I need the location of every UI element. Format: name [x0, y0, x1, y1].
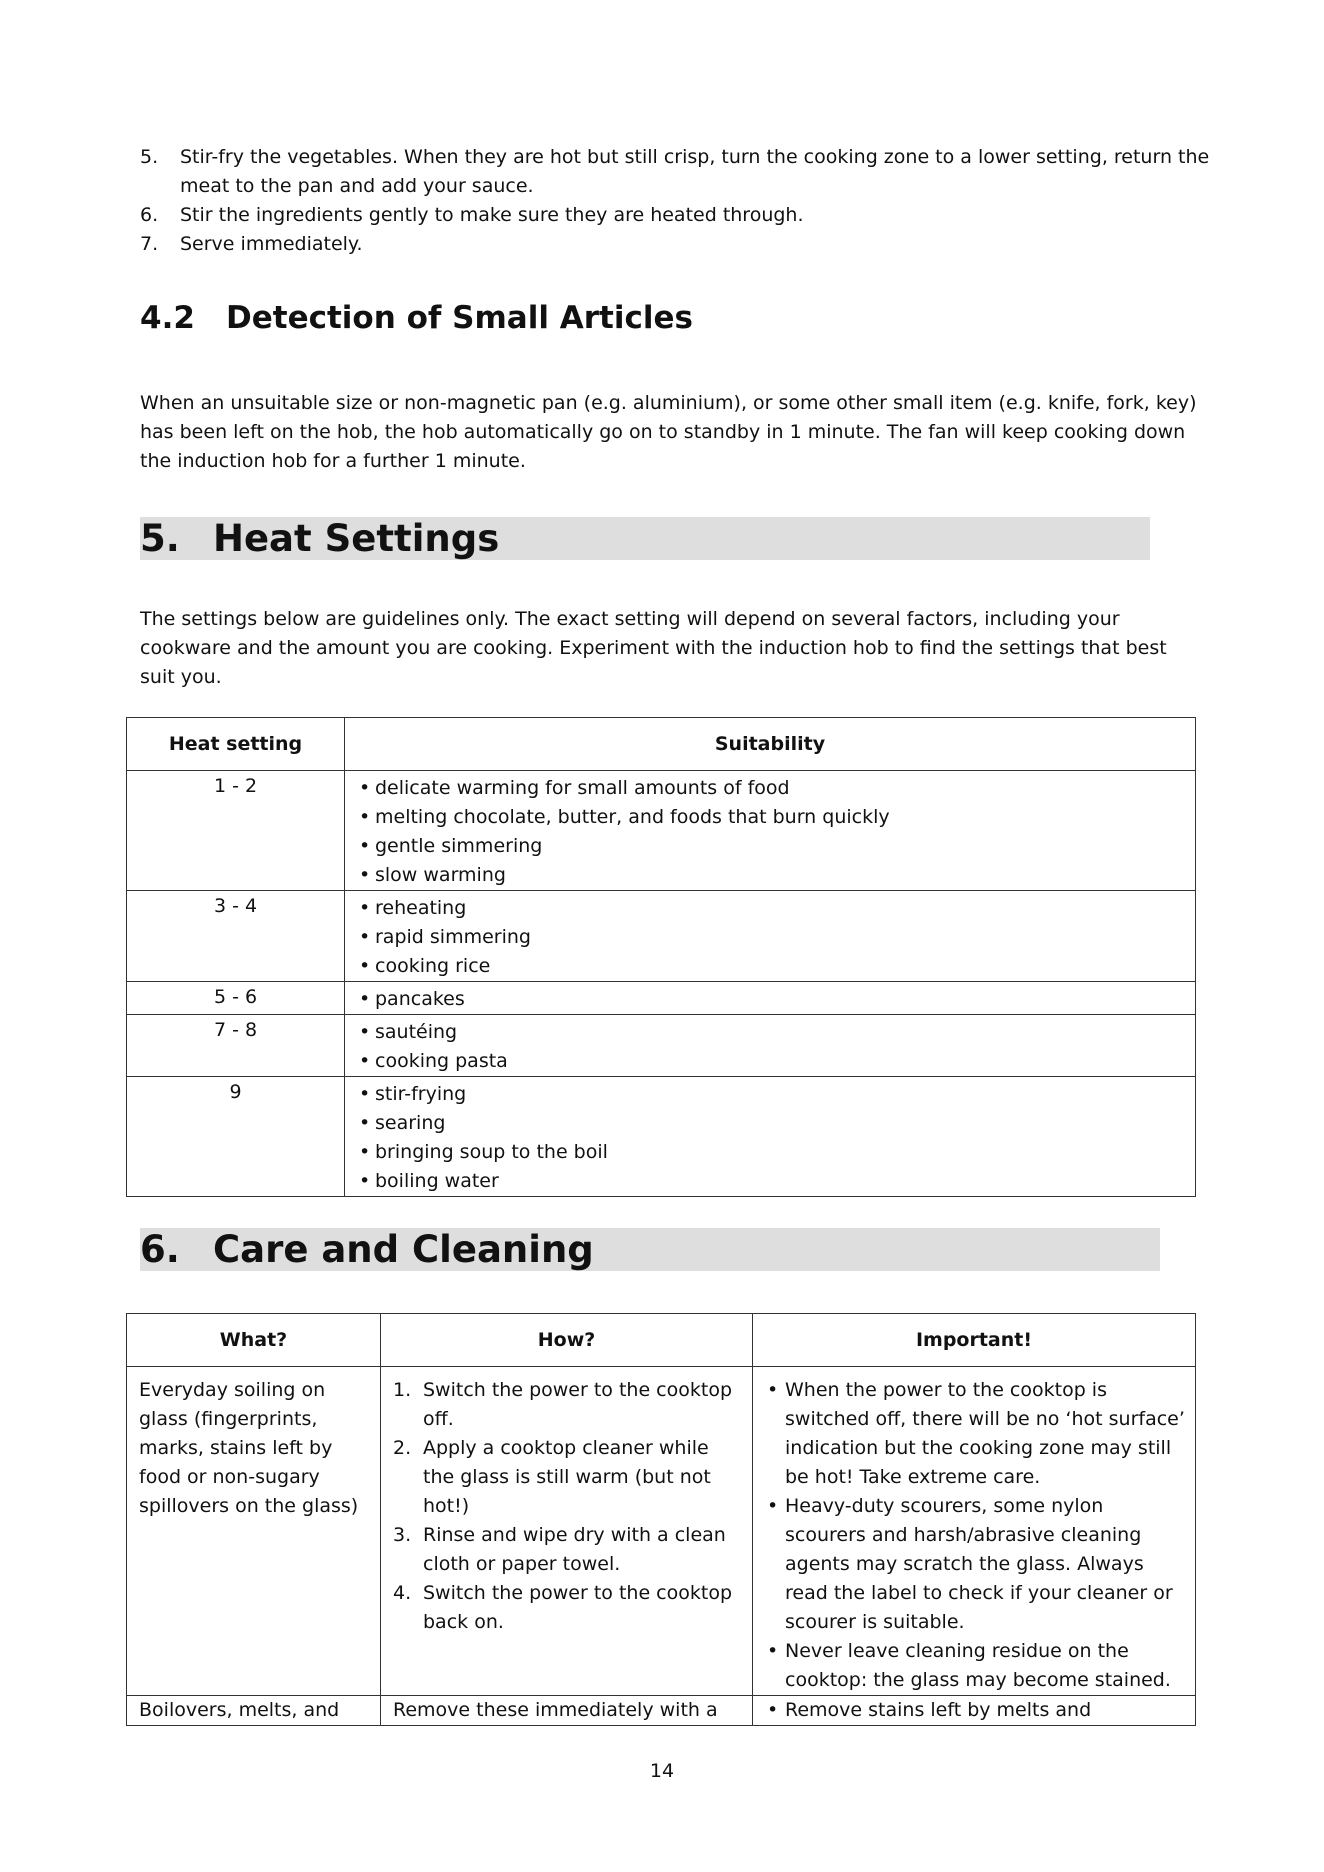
step-text: Switch the power to the cooktop off. [423, 1379, 733, 1430]
table-row [127, 1077, 1196, 1197]
heat-setting-cell: 9 [127, 1077, 345, 1197]
section-title: Care and Cleaning [213, 1228, 594, 1271]
page-number: 14 [649, 1760, 675, 1782]
list-item: • slow warming [357, 861, 1195, 890]
table-row [127, 1015, 1196, 1077]
heat-setting-cell: 7 - 8 [127, 1015, 345, 1077]
list-item: • When the power to the cooktop is switched off, there will be no ‘hot surface’ indication but the cooking zone may still be hot! Take extreme care. [765, 1376, 1185, 1492]
table-header-row [127, 1314, 1196, 1367]
list-item: • reheating [357, 894, 1195, 923]
step-number: 1. [393, 1379, 412, 1401]
list-item [140, 201, 1210, 230]
list-item: • searing [357, 1109, 1195, 1138]
heat-setting-cell: 3 - 4 [127, 891, 345, 982]
list-item: • boiling water [357, 1167, 1195, 1196]
step-text: Stir the ingredients gently to make sure they are heated through. [180, 204, 804, 226]
suitability-cell [345, 982, 1196, 1015]
list-item [393, 1579, 742, 1637]
suitability-cell [345, 1015, 1196, 1077]
column-header: Important! [753, 1314, 1196, 1367]
column-header: How? [381, 1314, 753, 1367]
list-item [140, 143, 1210, 201]
section-4-2-body: When an unsuitable size or non-magnetic pan (e.g. aluminium), or some other small item (e.g. knife, fork, key) has been left on the hob, the hob automatically go on to standby in 1 minute. The fan will keep cooking down the induction hob for a further 1 minute. [140, 392, 1197, 472]
step-number: 3. [393, 1524, 412, 1546]
section-5-heading [140, 517, 499, 560]
step-number: 7. [140, 233, 159, 255]
section-number: 5. [140, 517, 180, 560]
step-text: Switch the power to the cooktop back on. [423, 1582, 733, 1633]
section-title: Heat Settings [213, 517, 500, 560]
list-item: • melting chocolate, butter, and foods that burn quickly [357, 803, 1195, 832]
step-text: Rinse and wipe dry with a clean cloth or paper towel. [423, 1524, 726, 1575]
list-item: • cooking pasta [357, 1047, 1195, 1076]
table-row [127, 891, 1196, 982]
table-row [127, 1696, 1196, 1726]
heat-setting-cell: 1 - 2 [127, 771, 345, 891]
suitability-cell [345, 771, 1196, 891]
table-row [127, 771, 1196, 891]
step-text: Stir-fry the vegetables. When they are hot but still crisp, turn the cooking zone to a lower setting, return the meat to the pan and add your sauce. [180, 146, 1210, 197]
important-cell [753, 1367, 1196, 1696]
step-text: Apply a cooktop cleaner while the glass is still warm (but not hot!) [423, 1437, 711, 1517]
section-5-body: The settings below are guidelines only. The exact setting will depend on several factors, including your cookware and the amount you are cooking. Experiment with the induction hob to find the settings that best suit you. [140, 608, 1167, 688]
suitability-cell [345, 891, 1196, 982]
list-item [140, 230, 1210, 259]
step-number: 5. [140, 146, 159, 168]
intro-steps-list [140, 143, 1210, 259]
suitability-cell [345, 1077, 1196, 1197]
section-number: 6. [140, 1228, 180, 1271]
table-row [127, 1367, 1196, 1696]
list-item: • bringing soup to the boil [357, 1138, 1195, 1167]
section-4-2-heading [140, 300, 693, 336]
list-item: • Remove stains left by melts and [765, 1696, 1185, 1725]
list-item [393, 1376, 742, 1434]
how-cell [381, 1367, 753, 1696]
list-item: • rapid simmering [357, 923, 1195, 952]
table-header-row [127, 718, 1196, 771]
section-title: Detection of Small Articles [226, 300, 693, 336]
step-text: Serve immediately. [180, 233, 363, 255]
list-item: • sautéing [357, 1018, 1195, 1047]
list-item [393, 1521, 742, 1579]
step-number: 4. [393, 1582, 412, 1604]
what-cell: Everyday soiling on glass (fingerprints, marks, stains left by food or non-sugary spillovers on the glass) [127, 1367, 381, 1696]
what-cell: Boilovers, melts, and [127, 1696, 381, 1726]
care-cleaning-table [126, 1313, 1196, 1726]
column-header: Suitability [345, 718, 1196, 771]
list-item: • delicate warming for small amounts of food [357, 774, 1195, 803]
list-item: • cooking rice [357, 952, 1195, 981]
important-cell [753, 1696, 1196, 1726]
step-number: 6. [140, 204, 159, 226]
column-header: Heat setting [127, 718, 345, 771]
list-item [393, 1434, 742, 1521]
section-number: 4.2 [140, 300, 195, 336]
list-item: • Never leave cleaning residue on the cooktop: the glass may become stained. [765, 1637, 1185, 1695]
column-header: What? [127, 1314, 381, 1367]
list-item: • Heavy-duty scourers, some nylon scourers and harsh/abrasive cleaning agents may scratch the glass. Always read the label to check if your cleaner or scourer is suitable. [765, 1492, 1185, 1637]
table-row [127, 982, 1196, 1015]
step-number: 2. [393, 1437, 412, 1459]
section-6-heading [140, 1228, 594, 1271]
heat-settings-table [126, 717, 1196, 1197]
list-item: • stir-frying [357, 1080, 1195, 1109]
heat-setting-cell: 5 - 6 [127, 982, 345, 1015]
how-cell: Remove these immediately with a [381, 1696, 753, 1726]
list-item: • gentle simmering [357, 832, 1195, 861]
list-item: • pancakes [357, 985, 1195, 1014]
